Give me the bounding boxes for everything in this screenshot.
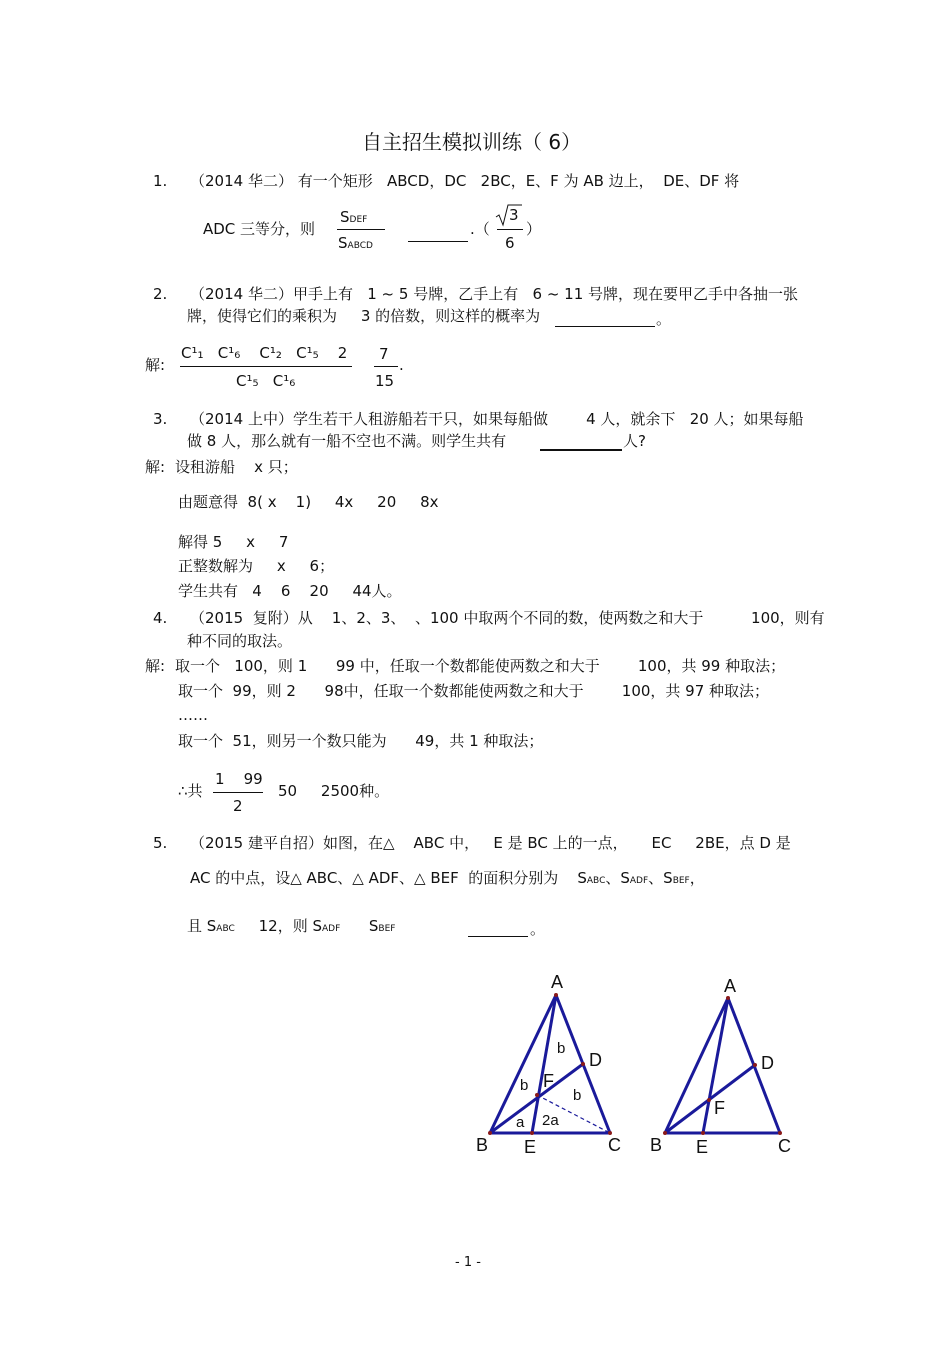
- question-number: 3.: [153, 410, 168, 428]
- answer-blank: [540, 449, 622, 451]
- triangle-figure-right: [645, 965, 805, 1165]
- label-2a-area: 2a: [542, 1112, 559, 1129]
- label-d: D: [761, 1053, 774, 1073]
- answer-open: .（: [470, 220, 490, 238]
- question-text: （2014 上中）学生若干人租游船若干只，如果每船做 4 人，就余下 20 人；如果每船: [190, 410, 804, 428]
- result-denominator: 15: [375, 372, 395, 390]
- answer-blank: [555, 326, 655, 327]
- point-f: [707, 1098, 711, 1102]
- question-text-end: 。: [530, 920, 546, 938]
- solution-end: .: [399, 356, 404, 374]
- fraction-bar: [180, 366, 352, 367]
- label-b: B: [650, 1135, 663, 1155]
- fraction-bar: [374, 366, 398, 367]
- label-b-area: b: [573, 1087, 582, 1104]
- solution-line: ∴共: [178, 782, 203, 800]
- solution-line: 设租游船 x 只；: [175, 458, 298, 476]
- label-a: A: [724, 976, 737, 996]
- point-b: [488, 1131, 492, 1135]
- label-c: C: [608, 1135, 621, 1155]
- solution-label: 解:: [145, 458, 166, 476]
- answer-blank: [408, 241, 468, 242]
- question-text: ADC 三等分，则: [203, 220, 316, 238]
- sqrt-value: 3: [509, 206, 519, 224]
- question-text: 牌，使得它们的乘积为 3 的倍数，则这样的概率为: [187, 307, 541, 325]
- question-text: （2015 建平自招）如图，在△ ABC 中， E 是 BC 上的一点， EC 2BE，点 D 是: [190, 834, 791, 852]
- label-b-area: b: [557, 1040, 566, 1057]
- solution-label: 解:: [145, 356, 166, 374]
- point-f: [535, 1093, 539, 1097]
- fraction-bar: [497, 229, 523, 230]
- point-a: [726, 996, 730, 1000]
- question-number: 1.: [153, 172, 168, 190]
- label-f: F: [714, 1098, 725, 1118]
- answer-blank: [468, 936, 528, 937]
- label-a: A: [551, 972, 564, 992]
- solution-line: 取一个 99，则 2 98中，任取一个数都能使两数之和大于 100，共 97 种取法；: [178, 682, 770, 700]
- question-number: 2.: [153, 285, 168, 303]
- solution-line: 50 2500种。: [278, 782, 390, 800]
- point-e: [701, 1131, 705, 1135]
- question-text: （2014 华二） 有一个矩形 ABCD，DC 2BC，E、F 为 AB 边上， DE、DF 将: [190, 172, 740, 190]
- label-f: F: [543, 1071, 554, 1091]
- solution-line: ……: [178, 706, 208, 724]
- label-c: C: [778, 1136, 791, 1156]
- question-number: 4.: [153, 609, 168, 627]
- question-text: 种不同的取法。: [187, 632, 293, 650]
- solution-line: 解得 5 x 7: [178, 533, 289, 551]
- answer-close: ）: [526, 220, 542, 238]
- question-text: （2015 复附）从 1、2、3、 、100 中取两个不同的数，使两数之和大于 100，则有: [190, 609, 825, 627]
- solution-denominator: C¹₅ C¹₆: [236, 372, 296, 390]
- question-text: （2014 华二）甲手上有 1 ~ 5 号牌，乙手上有 6 ~ 11 号牌，现在要甲乙手中各抽一张: [190, 285, 799, 303]
- point-d: [581, 1062, 585, 1066]
- fraction-denominator: 2: [233, 797, 243, 815]
- solution-line: 正整数解为 x 6；: [178, 557, 335, 575]
- page-number: - 1 -: [455, 1255, 481, 1270]
- answer-denominator: 6: [505, 234, 515, 252]
- question-text: AC 的中点，设△ ABC、△ ADF、△ BEF 的面积分别为 SABC、SADF、SBEF，: [190, 869, 705, 887]
- page-title: 自主招生模拟训练（ 6）: [362, 130, 582, 154]
- fraction-bar: [337, 229, 385, 230]
- fraction-numerator: 1 99: [215, 770, 263, 788]
- solution-numerator: C¹₁ C¹₆ C¹₂ C¹₅ 2: [181, 344, 348, 362]
- solution-line: 取一个 51，则另一个数只能为 49，共 1 种取法；: [178, 732, 544, 750]
- result-numerator: 7: [379, 345, 389, 363]
- solution-label: 解:: [145, 657, 166, 675]
- question-text: 且 SABC 12，则 SADF SBEF: [187, 917, 396, 935]
- fraction-denominator: SABCD: [338, 234, 373, 252]
- point-d: [753, 1063, 757, 1067]
- label-d: D: [589, 1050, 602, 1070]
- solution-line: 由题意得 8( x 1) 4x 20 8x: [178, 493, 439, 511]
- point-a: [554, 993, 558, 997]
- point-b: [663, 1131, 667, 1135]
- question-number: 5.: [153, 834, 168, 852]
- question-text-end: 人?: [623, 432, 646, 450]
- label-b: B: [476, 1135, 489, 1155]
- label-e: E: [696, 1137, 709, 1157]
- point-e: [530, 1131, 534, 1135]
- fraction-bar: [213, 792, 263, 793]
- label-b-area: b: [520, 1077, 529, 1094]
- question-text-end: 。: [656, 310, 672, 328]
- point-c: [778, 1131, 782, 1135]
- fraction-numerator: SDEF: [340, 208, 368, 226]
- label-a-area: a: [516, 1114, 525, 1131]
- question-text: 做 8 人，那么就有一船不空也不满。则学生共有: [187, 432, 507, 450]
- solution-line: 取一个 100，则 1 99 中，任取一个数都能使两数之和大于 100，共 99 种取法；: [175, 657, 786, 675]
- triangle-figure-left: [470, 965, 640, 1165]
- label-e: E: [524, 1137, 537, 1157]
- solution-line: 学生共有 4 6 20 44人。: [178, 582, 402, 600]
